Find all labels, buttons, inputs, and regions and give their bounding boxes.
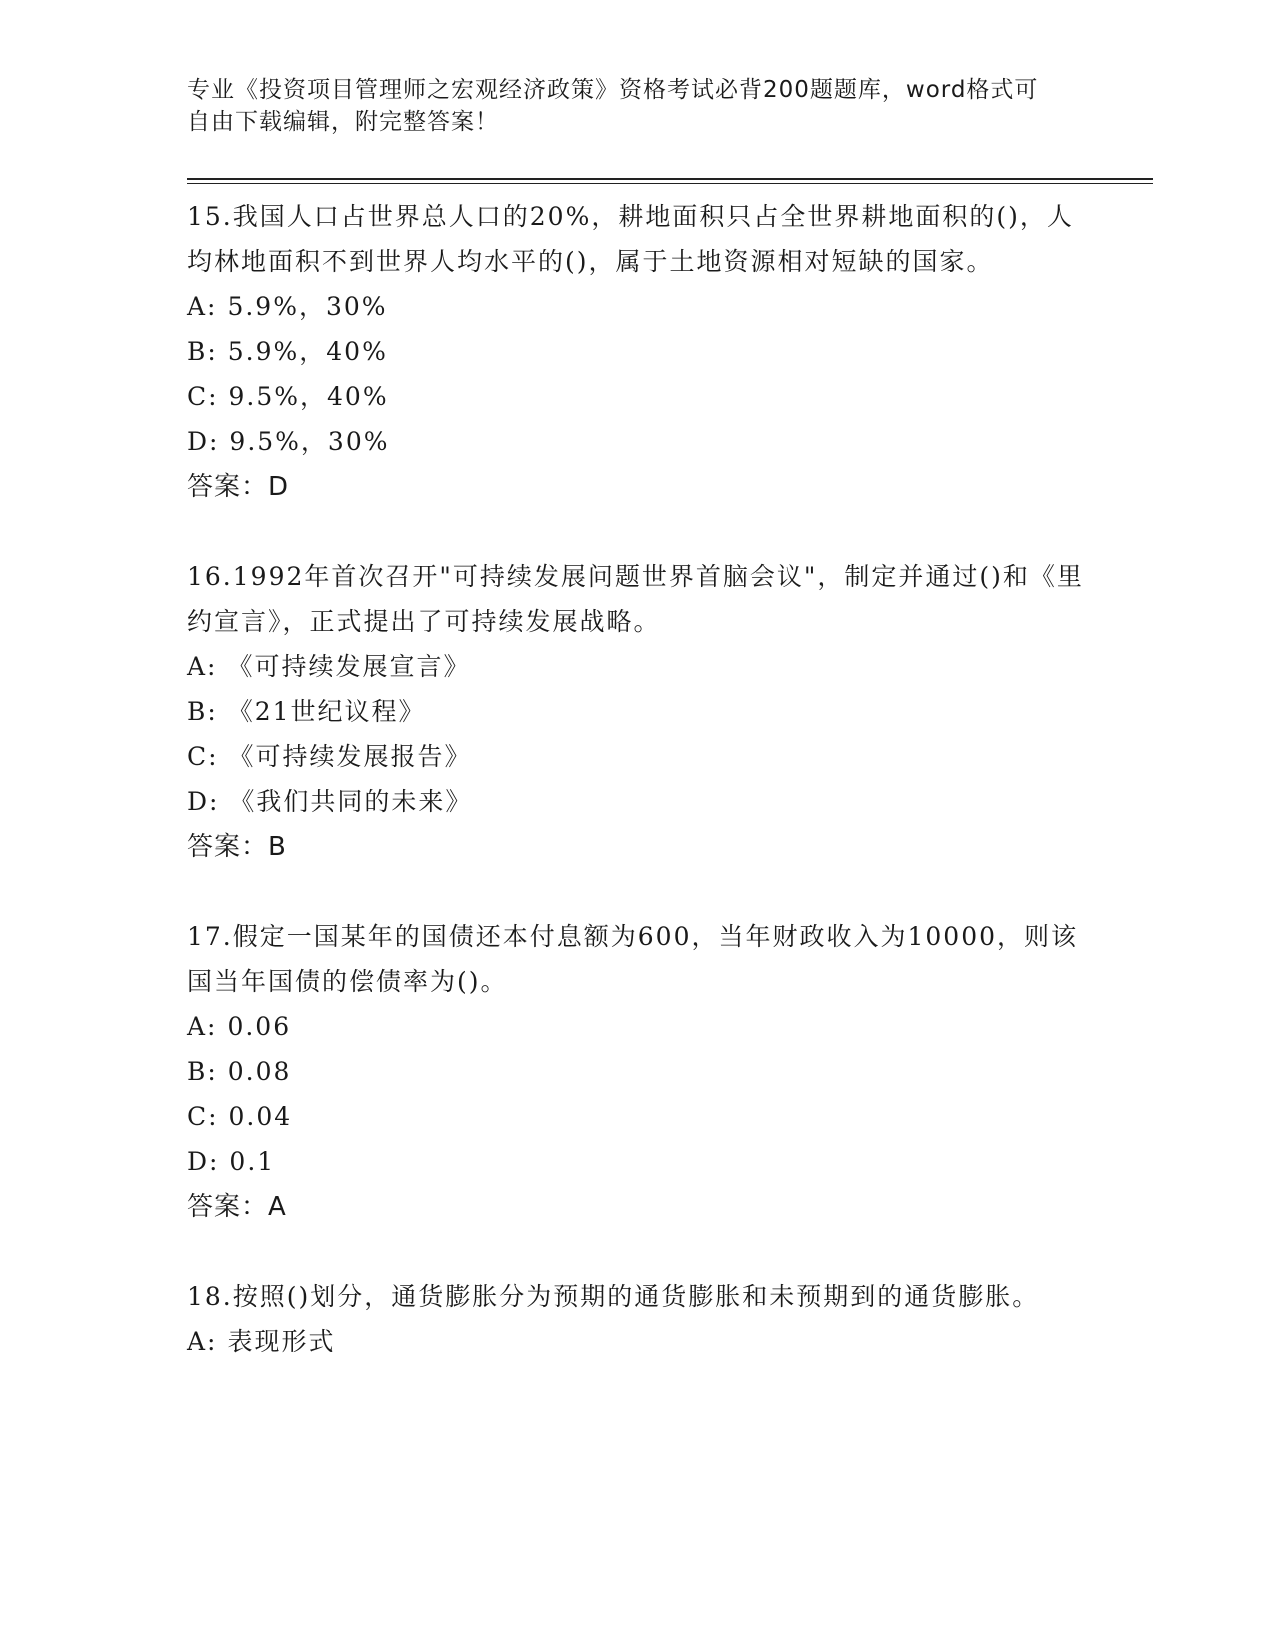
option-label: B: <box>187 337 218 366</box>
question-text: 15.我国人口占世界总人口的20%，耕地面积只占全世界耕地面积的()，人均林地面积不到世界人均水平的()，属于土地资源相对短缺的国家。 <box>187 202 1074 276</box>
question-16 <box>187 554 1087 870</box>
option-a <box>187 1004 1087 1049</box>
question-15 <box>187 194 1087 510</box>
option-label: B: <box>187 1057 218 1086</box>
option-text: 表现形式 <box>227 1327 336 1356</box>
option-label: A: <box>187 292 218 321</box>
header-line-1: 专业《投资项目管理师之宏观经济政策》资格考试必背200题题库，word格式可 <box>187 77 1039 103</box>
answer-text: 答案：B <box>187 832 287 862</box>
option-label: A: <box>187 1012 218 1041</box>
option-label: B: <box>187 697 218 726</box>
header-divider-thin <box>187 183 1153 184</box>
option-text: 0.1 <box>229 1147 276 1176</box>
option-text: 9.5%，30% <box>229 427 390 456</box>
option-text: 9.5%，40% <box>228 382 389 411</box>
option-b <box>187 689 1087 734</box>
document-header <box>187 74 1067 138</box>
option-label: C: <box>187 742 219 771</box>
option-label: C: <box>187 382 219 411</box>
option-c <box>187 1094 1087 1139</box>
question-text: 17.假定一国某年的国债还本付息额为600，当年财政收入为10000，则该国当年国债的偿债率为()。 <box>187 922 1079 996</box>
header-line-2: 自由下载编辑，附完整答案！ <box>187 109 499 135</box>
option-text: 5.9%，30% <box>227 292 388 321</box>
option-c <box>187 374 1087 419</box>
question-17 <box>187 914 1087 1230</box>
header-divider-thick <box>187 178 1153 180</box>
option-a <box>187 644 1087 689</box>
option-text: 《可持续发展宣言》 <box>227 652 471 681</box>
option-text: 0.06 <box>227 1012 292 1041</box>
option-label: A: <box>187 1327 218 1356</box>
option-text: 0.08 <box>227 1057 292 1086</box>
option-label: A: <box>187 652 218 681</box>
option-text: 0.04 <box>228 1102 293 1131</box>
option-label: D: <box>187 1147 220 1176</box>
question-list <box>187 194 1087 1408</box>
option-text: 《可持续发展报告》 <box>228 742 472 771</box>
option-a <box>187 284 1087 329</box>
option-a <box>187 1319 1087 1364</box>
answer-text: 答案：A <box>187 1192 287 1222</box>
option-text: 5.9%，40% <box>227 337 388 366</box>
question-text: 18.按照()划分，通货膨胀分为预期的通货膨胀和未预期到的通货膨胀。 <box>187 1282 1040 1311</box>
question-text: 16.1992年首次召开"可持续发展问题世界首脑会议"，制定并通过()和《里约宣言》，正式提出了可持续发展战略。 <box>187 562 1084 636</box>
answer-text: 答案：D <box>187 472 290 502</box>
option-c <box>187 734 1087 779</box>
option-d <box>187 419 1087 464</box>
question-18 <box>187 1274 1087 1364</box>
option-label: C: <box>187 1102 219 1131</box>
option-text: 《21世纪议程》 <box>227 697 426 726</box>
option-d <box>187 779 1087 824</box>
option-b <box>187 329 1087 374</box>
option-d <box>187 1139 1087 1184</box>
option-label: D: <box>187 427 220 456</box>
option-b <box>187 1049 1087 1094</box>
option-text: 《我们共同的未来》 <box>229 787 473 816</box>
option-label: D: <box>187 787 220 816</box>
